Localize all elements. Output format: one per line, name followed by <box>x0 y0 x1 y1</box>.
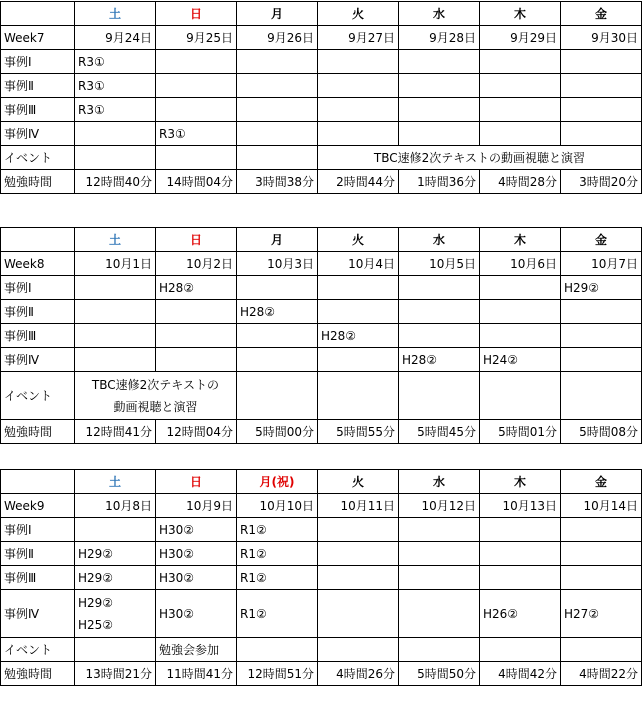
date-cell: 10月2日 <box>156 252 237 276</box>
week9-table <box>0 469 642 686</box>
case-cell <box>318 300 399 324</box>
study-time-cell: 5時間08分 <box>561 420 642 444</box>
case3-row <box>1 324 642 348</box>
case-cell <box>156 98 237 122</box>
event-text-line: TBC速修2次テキストの <box>91 377 220 392</box>
row-label: イベント <box>1 146 75 170</box>
case-cell <box>480 50 561 74</box>
case-cell: H30② <box>156 542 237 566</box>
event-cell <box>480 372 561 420</box>
case-cell: H24② <box>480 348 561 372</box>
study-time-cell: 1時間36分 <box>399 170 480 194</box>
case-cell <box>399 324 480 348</box>
case-entry: H25② <box>78 617 114 632</box>
date-cell: 9月24日 <box>75 26 156 50</box>
row-label: 事例Ⅱ <box>1 542 75 566</box>
day-fri: 金 <box>561 2 642 26</box>
case4-row <box>1 348 642 372</box>
case-cell <box>237 98 318 122</box>
case-cell <box>318 590 399 638</box>
study-time-cell: 5時間01分 <box>480 420 561 444</box>
event-text <box>75 372 237 420</box>
event-cell <box>75 146 156 170</box>
date-row <box>1 494 642 518</box>
day-wed: 水 <box>399 470 480 494</box>
row-label: 事例Ⅰ <box>1 50 75 74</box>
case-cell <box>399 74 480 98</box>
event-row <box>1 372 642 420</box>
case2-row <box>1 542 642 566</box>
date-cell: 10月6日 <box>480 252 561 276</box>
case-cell: H30② <box>156 566 237 590</box>
study-time-cell: 4時間42分 <box>480 662 561 686</box>
day-mon: 月 <box>237 2 318 26</box>
row-label: イベント <box>1 638 75 662</box>
row-label: 事例Ⅳ <box>1 348 75 372</box>
day-mon: 月 <box>237 228 318 252</box>
case-cell <box>237 324 318 348</box>
event-cell <box>156 146 237 170</box>
date-cell: 10月8日 <box>75 494 156 518</box>
case1-row <box>1 518 642 542</box>
date-cell: 9月27日 <box>318 26 399 50</box>
case-cell <box>399 566 480 590</box>
event-cell <box>399 372 480 420</box>
case-cell <box>561 566 642 590</box>
case-cell <box>318 98 399 122</box>
study-time-cell: 12時間40分 <box>75 170 156 194</box>
date-cell: 10月10日 <box>237 494 318 518</box>
case3-row <box>1 98 642 122</box>
case-cell: H29② <box>75 566 156 590</box>
day-sat: 土 <box>75 228 156 252</box>
case-cell <box>399 590 480 638</box>
case-cell <box>561 324 642 348</box>
case-cell <box>237 122 318 146</box>
case3-row <box>1 566 642 590</box>
case4-row <box>1 590 642 638</box>
date-cell: 10月12日 <box>399 494 480 518</box>
case-cell <box>318 348 399 372</box>
corner-cell <box>1 228 75 252</box>
case-cell: H30② <box>156 518 237 542</box>
row-label: 事例Ⅱ <box>1 300 75 324</box>
case-cell <box>318 276 399 300</box>
case-cell <box>237 50 318 74</box>
date-cell: 10月5日 <box>399 252 480 276</box>
case-cell <box>237 348 318 372</box>
study-time-cell: 13時間21分 <box>75 662 156 686</box>
study-time-row <box>1 170 642 194</box>
day-header-row <box>1 2 642 26</box>
case-cell <box>399 276 480 300</box>
case-cell: R1② <box>237 590 318 638</box>
case-cell <box>480 566 561 590</box>
event-cell <box>237 638 318 662</box>
case4-row <box>1 122 642 146</box>
case2-row <box>1 74 642 98</box>
day-thu: 木 <box>480 2 561 26</box>
row-label: 勉強時間 <box>1 170 75 194</box>
case-cell <box>561 300 642 324</box>
case-cell: H27② <box>561 590 642 638</box>
day-header-row <box>1 228 642 252</box>
case1-row <box>1 276 642 300</box>
case-cell <box>318 50 399 74</box>
case-cell <box>480 518 561 542</box>
case-cell <box>318 566 399 590</box>
case-cell <box>156 50 237 74</box>
day-fri: 金 <box>561 228 642 252</box>
case-cell <box>75 348 156 372</box>
event-cell <box>399 638 480 662</box>
day-header-row <box>1 470 642 494</box>
case-cell: H28② <box>156 276 237 300</box>
date-cell: 10月4日 <box>318 252 399 276</box>
event-text: 勉強会参加 <box>156 638 237 662</box>
event-cell <box>237 372 318 420</box>
case-cell <box>318 542 399 566</box>
case-cell: H30② <box>156 590 237 638</box>
study-time-cell: 11時間41分 <box>156 662 237 686</box>
case-cell <box>237 74 318 98</box>
event-row <box>1 146 642 170</box>
date-cell: 9月30日 <box>561 26 642 50</box>
day-sun: 日 <box>156 2 237 26</box>
case-cell: H28② <box>237 300 318 324</box>
case-cell <box>237 276 318 300</box>
date-cell: 9月26日 <box>237 26 318 50</box>
row-label: 勉強時間 <box>1 662 75 686</box>
case-cell <box>318 74 399 98</box>
case-cell <box>561 98 642 122</box>
case-cell <box>156 348 237 372</box>
event-text: TBC速修2次テキストの動画視聴と演習 <box>318 146 642 170</box>
case-cell <box>561 348 642 372</box>
case-cell <box>480 324 561 348</box>
event-cell <box>318 638 399 662</box>
day-sun: 日 <box>156 470 237 494</box>
case-cell <box>561 518 642 542</box>
date-cell: 10月3日 <box>237 252 318 276</box>
study-time-row <box>1 420 642 444</box>
case-cell <box>399 50 480 74</box>
day-fri: 金 <box>561 470 642 494</box>
date-cell: 9月28日 <box>399 26 480 50</box>
day-thu: 木 <box>480 228 561 252</box>
case-cell <box>399 98 480 122</box>
case2-row <box>1 300 642 324</box>
case-cell: R1② <box>237 542 318 566</box>
day-tue: 火 <box>318 228 399 252</box>
case-cell <box>480 542 561 566</box>
date-cell: 9月29日 <box>480 26 561 50</box>
case-cell <box>75 276 156 300</box>
case-cell: H29② <box>561 276 642 300</box>
case-cell <box>480 300 561 324</box>
study-time-cell: 3時間20分 <box>561 170 642 194</box>
case-cell: R3① <box>75 50 156 74</box>
case-cell <box>561 50 642 74</box>
event-cell <box>318 372 399 420</box>
case-cell <box>480 98 561 122</box>
event-text-line: 動画視聴と演習 <box>113 399 198 414</box>
date-cell: 10月9日 <box>156 494 237 518</box>
week8-table <box>0 227 642 444</box>
event-cell <box>237 146 318 170</box>
case-cell: R3① <box>156 122 237 146</box>
case-cell: R3① <box>75 74 156 98</box>
day-sat: 土 <box>75 470 156 494</box>
event-cell <box>561 638 642 662</box>
study-time-cell: 5時間55分 <box>318 420 399 444</box>
day-sat: 土 <box>75 2 156 26</box>
case-cell <box>399 122 480 146</box>
row-label: 事例Ⅳ <box>1 590 75 638</box>
case-cell: R1② <box>237 566 318 590</box>
date-row <box>1 252 642 276</box>
corner-cell <box>1 2 75 26</box>
week-label: Week7 <box>1 26 75 50</box>
day-sun: 日 <box>156 228 237 252</box>
case-cell <box>75 300 156 324</box>
row-label: 事例Ⅳ <box>1 122 75 146</box>
case-cell <box>399 300 480 324</box>
case-cell <box>480 74 561 98</box>
case-cell <box>318 518 399 542</box>
case-cell <box>480 122 561 146</box>
row-label: 事例Ⅱ <box>1 74 75 98</box>
case-cell <box>156 324 237 348</box>
study-time-row <box>1 662 642 686</box>
study-time-cell: 4時間22分 <box>561 662 642 686</box>
row-label: 事例Ⅰ <box>1 518 75 542</box>
case1-row <box>1 50 642 74</box>
case-cell: R1② <box>237 518 318 542</box>
date-cell: 10月14日 <box>561 494 642 518</box>
date-cell: 9月25日 <box>156 26 237 50</box>
case-cell <box>75 324 156 348</box>
event-cell <box>480 638 561 662</box>
case-cell <box>75 122 156 146</box>
date-cell: 10月7日 <box>561 252 642 276</box>
event-cell <box>561 372 642 420</box>
case-cell <box>561 122 642 146</box>
row-label: 事例Ⅲ <box>1 566 75 590</box>
day-wed: 水 <box>399 228 480 252</box>
row-label: 事例Ⅰ <box>1 276 75 300</box>
case-cell: H28② <box>399 348 480 372</box>
study-time-cell: 3時間38分 <box>237 170 318 194</box>
week7-table <box>0 1 642 194</box>
case-cell: H29② <box>75 542 156 566</box>
case-cell <box>480 276 561 300</box>
week-label: Week9 <box>1 494 75 518</box>
study-time-cell: 4時間28分 <box>480 170 561 194</box>
case-cell <box>75 590 156 638</box>
case-cell <box>75 518 156 542</box>
case-cell <box>156 74 237 98</box>
study-time-cell: 5時間45分 <box>399 420 480 444</box>
case-cell <box>156 300 237 324</box>
row-label: 事例Ⅲ <box>1 98 75 122</box>
event-row <box>1 638 642 662</box>
day-mon-holiday: 月(祝) <box>237 470 318 494</box>
case-cell <box>561 542 642 566</box>
study-time-cell: 5時間00分 <box>237 420 318 444</box>
date-cell: 10月13日 <box>480 494 561 518</box>
case-cell: H28② <box>318 324 399 348</box>
day-tue: 火 <box>318 470 399 494</box>
case-cell <box>399 518 480 542</box>
case-cell <box>318 122 399 146</box>
case-entry: H29② <box>78 595 114 610</box>
study-time-cell: 14時間04分 <box>156 170 237 194</box>
date-cell: 10月1日 <box>75 252 156 276</box>
case-cell: R3① <box>75 98 156 122</box>
study-time-cell: 4時間26分 <box>318 662 399 686</box>
case-cell: H26② <box>480 590 561 638</box>
day-thu: 木 <box>480 470 561 494</box>
row-label: イベント <box>1 372 75 420</box>
study-time-cell: 2時間44分 <box>318 170 399 194</box>
case-cell <box>561 74 642 98</box>
date-cell: 10月11日 <box>318 494 399 518</box>
day-wed: 水 <box>399 2 480 26</box>
row-label: 勉強時間 <box>1 420 75 444</box>
study-time-cell: 12時間51分 <box>237 662 318 686</box>
corner-cell <box>1 470 75 494</box>
day-tue: 火 <box>318 2 399 26</box>
row-label: 事例Ⅲ <box>1 324 75 348</box>
date-row <box>1 26 642 50</box>
week-label: Week8 <box>1 252 75 276</box>
case-cell <box>399 542 480 566</box>
event-cell <box>75 638 156 662</box>
study-time-cell: 12時間04分 <box>156 420 237 444</box>
study-time-cell: 12時間41分 <box>75 420 156 444</box>
study-time-cell: 5時間50分 <box>399 662 480 686</box>
